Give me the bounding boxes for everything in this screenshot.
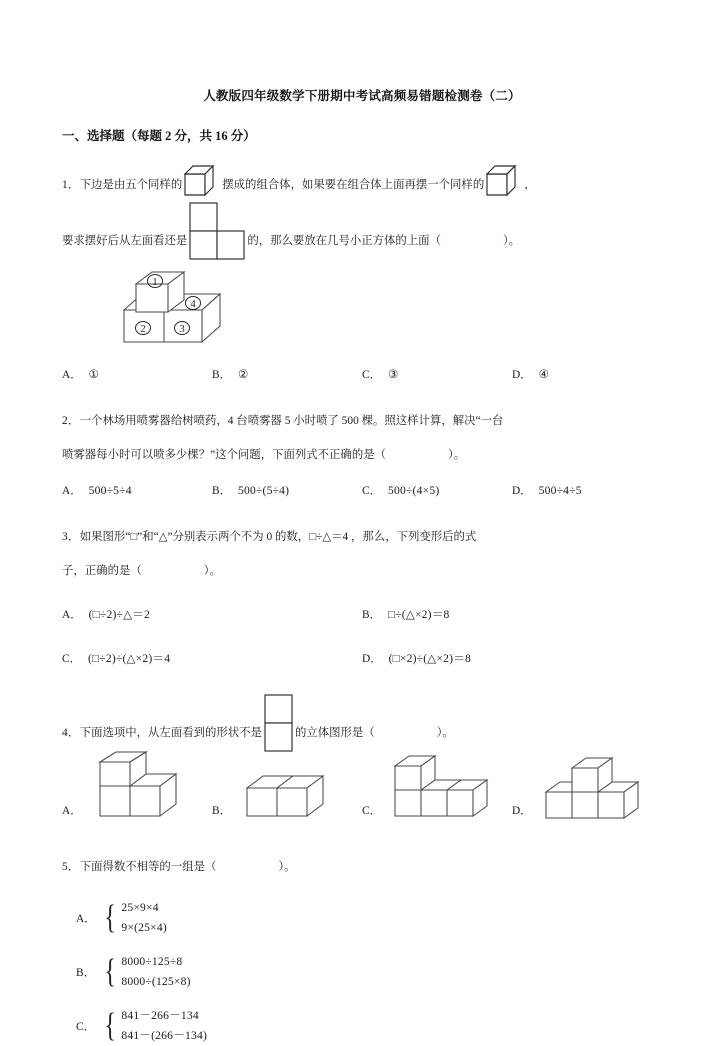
- option-label: A．: [62, 485, 82, 497]
- question-1-text-a: 下边是由五个同样的: [79, 179, 183, 191]
- option-text: ②: [238, 368, 249, 381]
- question-1: [62, 164, 662, 388]
- question-1-option-a[interactable]: [62, 362, 212, 388]
- option-label: C．: [76, 1021, 95, 1033]
- question-4-line-1: [62, 694, 662, 752]
- question-1-line-2: [62, 202, 662, 260]
- question-2-text-b: 喷雾器每小时可以喷多少棵？”这个问题，下面列式不正确的是（: [62, 449, 386, 461]
- question-5-line-1: [62, 850, 662, 884]
- option-text: 500÷5÷4: [88, 484, 132, 497]
- question-4-option-c[interactable]: [362, 766, 512, 828]
- question-1-figure: [110, 270, 662, 356]
- question-1-options: [62, 362, 662, 388]
- option-text: (□×2)÷(△×2)＝8: [388, 652, 472, 665]
- question-3-option-a[interactable]: [62, 602, 362, 628]
- option-label: C．: [362, 485, 381, 497]
- document-body: [62, 86, 662, 1046]
- question-2-option-a[interactable]: [62, 478, 212, 504]
- option-expression-bottom: 841－(266－134): [121, 1029, 208, 1042]
- option-label: C．: [62, 653, 81, 665]
- question-3-number: 3．: [62, 531, 80, 543]
- question-2-text-a: 一个林场用喷雾器给树喷药，4 台喷雾器 5 小时喷了 500 棵。照这样计算，解决“一台: [79, 415, 504, 427]
- question-4-option-a[interactable]: [62, 766, 212, 828]
- question-1-text-b: 摆成的组合体，如果要在组合体上面再摆一个同样的: [222, 179, 485, 191]
- question-1-number: 1．: [62, 179, 80, 191]
- option-text: ④: [538, 368, 550, 381]
- option-label: B．: [212, 485, 231, 497]
- question-5: [62, 850, 662, 1046]
- option-label: C．: [362, 805, 381, 817]
- question-1-text-f: ）。: [502, 235, 521, 247]
- cube-label-3: 3: [179, 323, 185, 335]
- question-2-option-d[interactable]: [512, 478, 662, 504]
- option-label: D．: [512, 485, 532, 497]
- question-5-option-c[interactable]: [62, 1006, 662, 1046]
- option-expression-top: 841－266－134: [121, 1009, 199, 1022]
- question-2-options: [62, 478, 662, 504]
- option-text: 500÷(5÷4): [238, 484, 290, 497]
- option-label: A．: [76, 913, 96, 925]
- question-1-option-c[interactable]: [362, 362, 512, 388]
- question-1-line-1: [62, 164, 662, 202]
- option-expression-top: 25×9×4: [121, 901, 159, 914]
- option-label: B．: [212, 805, 231, 817]
- question-3-line-2: [62, 554, 662, 588]
- question-4-number: 4．: [62, 727, 80, 739]
- cube-label-1: 1: [152, 276, 158, 288]
- question-4-option-b[interactable]: [212, 766, 362, 828]
- question-3-text-a: 如果图形“□”和“△”分别表示两个不为 0 的数，□÷△＝4 ，那么，下列变形后的式: [79, 531, 477, 543]
- question-5-option-b[interactable]: [62, 952, 662, 992]
- question-1-option-b[interactable]: [212, 362, 362, 388]
- question-4-text-a: 下面选项中，从左面看到的形状不是: [79, 727, 262, 739]
- question-3-line-1: [62, 520, 662, 554]
- shape-row-2-cubes-icon: [239, 766, 331, 828]
- option-label: B．: [76, 967, 95, 979]
- option-label: A．: [62, 805, 82, 817]
- option-text: (□÷2)÷(△×2)＝4: [88, 652, 171, 665]
- cube-icon: [183, 164, 221, 198]
- option-text: ③: [388, 368, 399, 381]
- brace-icon: {: [104, 899, 116, 936]
- option-expression-bottom: 8000÷(125×8): [121, 975, 191, 988]
- question-4: [62, 694, 662, 828]
- option-label: D．: [362, 653, 382, 665]
- question-4-option-d[interactable]: [512, 766, 662, 828]
- question-3: [62, 520, 662, 672]
- option-label: D．: [512, 369, 532, 381]
- question-1-text-d: 要求摆好后从左面看还是: [62, 235, 188, 247]
- question-5-text-b: ）。: [278, 861, 296, 873]
- option-expression-top: 8000÷125÷8: [121, 955, 183, 968]
- shape-tall-left-row-right-icon: [389, 766, 493, 828]
- shape-l-3-cubes-icon: [90, 766, 178, 828]
- front-view-net-icon: [264, 694, 293, 752]
- question-3-options-row-1: [62, 602, 662, 628]
- option-label: D．: [512, 805, 532, 817]
- question-1-option-d[interactable]: [512, 362, 662, 388]
- question-4-text-c: ）。: [436, 727, 454, 739]
- question-2-text-c: ）。: [448, 449, 466, 461]
- question-2: [62, 404, 662, 504]
- question-3-options-row-2: [62, 646, 662, 672]
- question-2-line-2: [62, 438, 662, 472]
- option-label: C．: [362, 369, 381, 381]
- left-view-net-icon: [189, 202, 245, 260]
- cube-label-2: 2: [140, 323, 146, 335]
- question-5-text-a: 下面得数不相等的一组是（: [79, 861, 217, 873]
- option-text: □÷(△×2)＝8: [388, 608, 450, 621]
- question-2-option-c[interactable]: [362, 478, 512, 504]
- cube-label-4: 4: [190, 298, 196, 310]
- option-text: 500÷(4×5): [388, 484, 440, 497]
- question-3-text-c: ）。: [203, 565, 221, 577]
- option-label: A．: [62, 609, 82, 621]
- question-3-option-c[interactable]: [62, 646, 362, 672]
- question-2-option-b[interactable]: [212, 478, 362, 504]
- brace-icon: {: [104, 953, 116, 990]
- page-title: 人教版四年级数学下册期中考试高频易错题检测卷（二）: [203, 89, 521, 103]
- brace-icon: {: [104, 1007, 116, 1044]
- cube-icon: [485, 164, 523, 198]
- question-5-number: 5．: [62, 861, 80, 873]
- question-2-number: 2．: [62, 415, 80, 427]
- question-5-option-a[interactable]: [62, 898, 662, 938]
- question-1-text-c: ，: [524, 179, 536, 191]
- option-text: ①: [88, 368, 100, 381]
- question-4-text-b: 的立体图形是（: [294, 727, 375, 739]
- option-label: A．: [62, 369, 82, 381]
- question-4-options: [62, 766, 662, 828]
- shape-row-3-with-top-middle-icon: [540, 766, 648, 828]
- option-label: B．: [212, 369, 231, 381]
- section-heading-one: 一、选择题（每题 2 分，共 16 分）: [62, 129, 256, 143]
- option-expression-bottom: 9×(25×4): [121, 921, 167, 934]
- option-label: B．: [362, 609, 381, 621]
- option-text: 500÷4÷5: [538, 484, 582, 497]
- question-3-text-b: 子，正确的是（: [62, 565, 142, 577]
- option-text: (□÷2)÷△＝2: [88, 608, 150, 621]
- question-3-option-d[interactable]: [362, 646, 662, 672]
- question-1-text-e: 的，那么要放在几号小正方体的上面（: [247, 235, 441, 247]
- question-2-line-1: [62, 404, 662, 438]
- question-3-option-b[interactable]: [362, 602, 662, 628]
